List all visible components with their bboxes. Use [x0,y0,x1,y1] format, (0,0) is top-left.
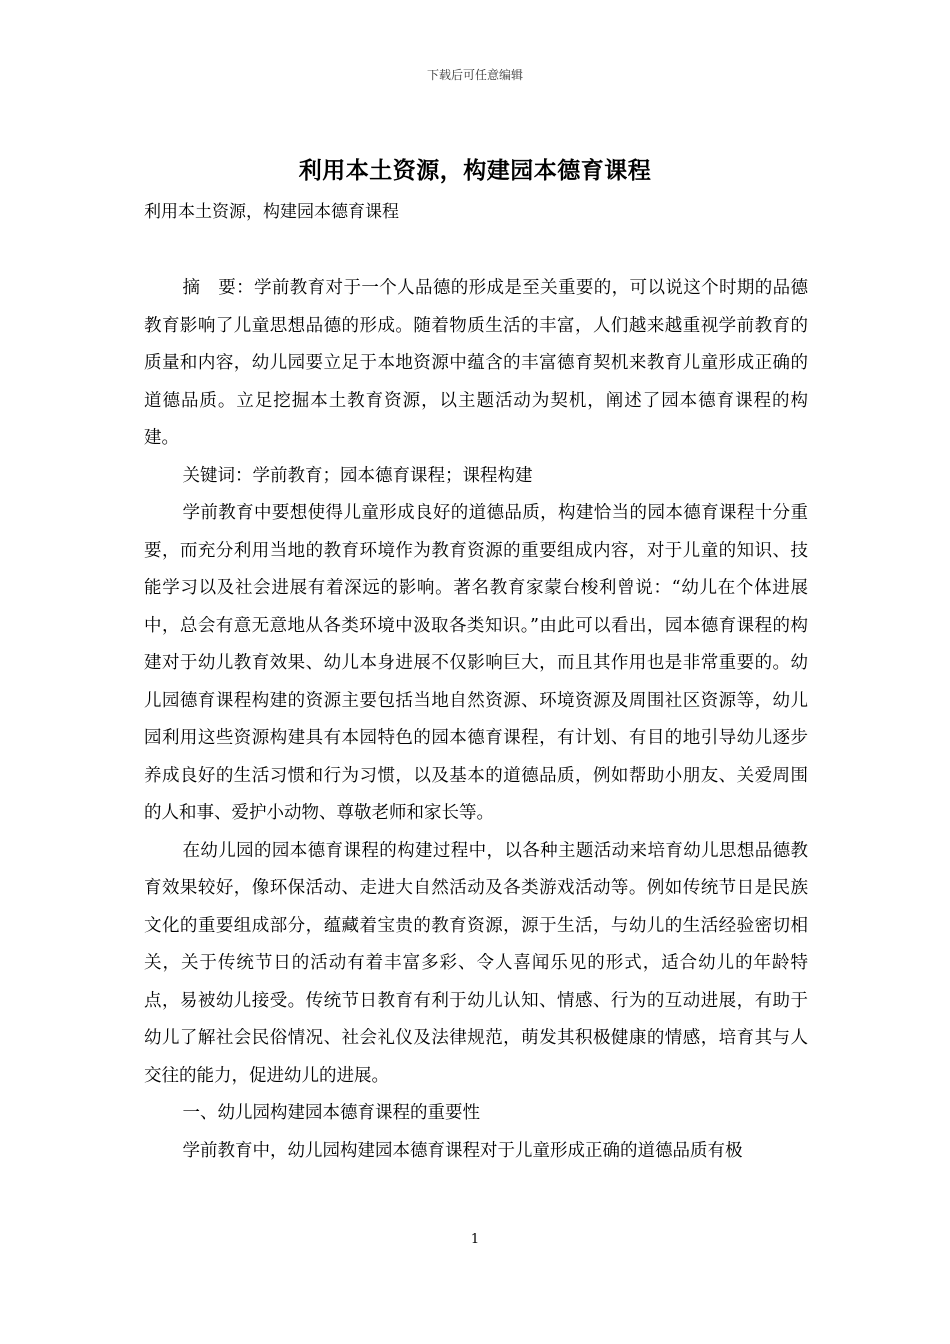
document-title: 利用本土资源，构建园本德育课程 [298,157,652,184]
document-subtitle: 利用本土资源，构建园本德育课程 [144,202,399,222]
body-paragraph: 在幼儿园的园本德育课程的构建过程中，以各种主题活动来培育幼儿思想品德教育效果较好，像环保活动、走进大自然活动及各类游戏活动等。例如传统节日是民族文化的重要组成部分，蕴藏着宝贵的教育资源，源于生活，与幼儿的生活经验密切相关，关于传统节日的活动有着丰富多彩、令人喜闻乐见的形式，适合幼儿的年龄特点，易被幼儿接受。传统节日教育有利于幼儿认知、情感、行为的互动进展，有助于幼儿了解社会民俗情况、社会礼仪及法律规范，萌发其积极健康的情感，培育其与人交往的能力，促进幼儿的进展。 [144,840,808,1086]
body-paragraph: 学前教育中要想使得儿童形成良好的道德品质，构建恰当的园本德育课程十分重要，而充分利用当地的教育环境作为教育资源的重要组成内容，对于儿童的知识、技能学习以及社会进展有着深远的影响。著名教育家蒙台梭利曾说：“幼儿在个体进展中，总会有意无意地从各类环境中汲取各类知识。”由此可以看出，园本德育课程的构建对于幼儿教育效果、幼儿本身进展不仅影响巨大，而且其作用也是非常重要的。幼儿园德育课程构建的资源主要包括当地自然资源、环境资源及周围社区资源等，幼儿园利用这些资源构建具有本园特色的园本德育课程，有计划、有目的地引导幼儿逐步养成良好的生活习惯和行为习惯，以及基本的道德品质，例如帮助小朋友、关爱周围的人和事、爱护小动物、尊敬老师和家长等。 [144,503,808,823]
section-heading: 一、幼儿园构建园本德育课程的重要性 [182,1103,480,1123]
abstract-paragraph: 摘 要：学前教育对于一个人品德的形成是至关重要的，可以说这个时期的品德教育影响了儿童思想品德的形成。随着物质生活的丰富，人们越来越重视学前教育的质量和内容，幼儿园要立足于本地资源中蕴含的丰富德育契机来教育儿童形成正确的道德品质。立足挖掘本土教育资源，以主题活动为契机，阐述了园本德育课程的构建。 [144,278,808,448]
page-number: 1 [470,1232,480,1247]
header-note: 下载后可任意编辑 [426,68,523,82]
body-paragraph: 学前教育中，幼儿园构建园本德育课程对于儿童形成正确的道德品质有极 [182,1140,743,1161]
keywords-line: 关键词：学前教育；园本德育课程；课程构建 [182,465,533,486]
document-body [144,270,808,1170]
